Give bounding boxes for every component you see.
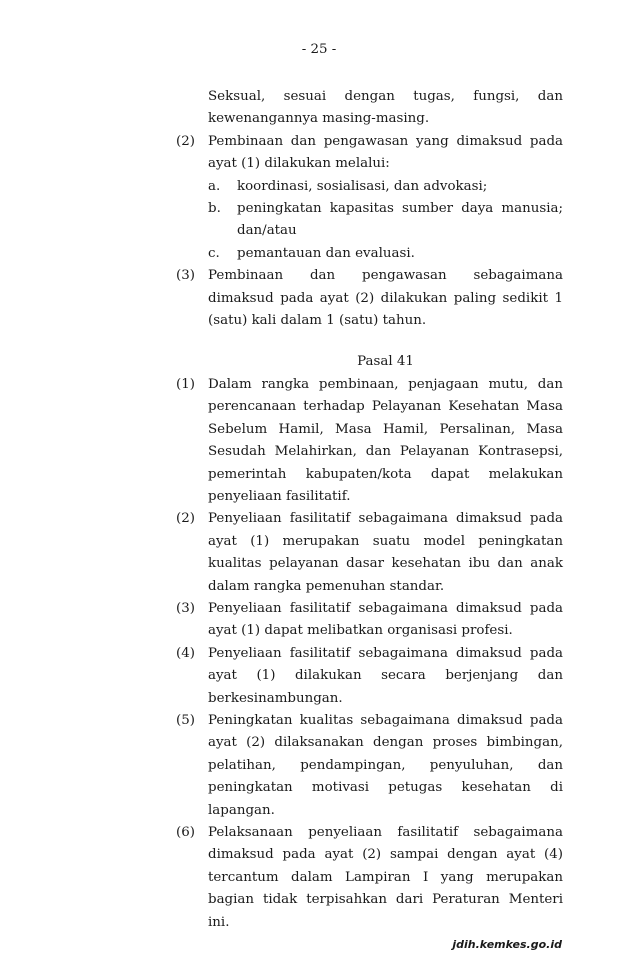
item-text: Penyeliaan fasilitatif sebagaimana dimaksud pada ayat (1) dilakukan secara berjenjang dan berkesinambungan. bbox=[208, 645, 563, 706]
pasal-item-3 bbox=[0, 598, 638, 643]
sub-item-text: peningkatan kapasitas sumber daya manusia; dan/atau bbox=[237, 201, 563, 239]
pasal-item-6 bbox=[0, 822, 638, 934]
item-text: Penyeliaan fasilitatif sebagaimana dimaksud pada ayat (1) merupakan suatu model peningkatan kualitas pelayanan dasar kesehatan ibu dan anak dalam rangka pemenuhan standar. bbox=[208, 511, 563, 594]
item-text: Penyeliaan fasilitatif sebagaimana dimaksud pada ayat (1) dapat melibatkan organisasi profesi. bbox=[208, 600, 563, 639]
prev-item-3 bbox=[0, 265, 638, 332]
pasal-heading: Pasal 41 bbox=[357, 354, 414, 370]
sub-item-b bbox=[0, 198, 638, 243]
item-number: (3) bbox=[176, 268, 195, 284]
item-number: (6) bbox=[176, 825, 195, 840]
sub-item-letter: b. bbox=[208, 201, 221, 217]
item-number: (2) bbox=[176, 133, 195, 149]
item-number: (5) bbox=[176, 712, 195, 728]
sub-item-a bbox=[0, 176, 638, 198]
footer-source: jdih.kemkes.go.id bbox=[452, 938, 562, 951]
item-text: Peningkatan kualitas sebagaimana dimaksud pada ayat (2) dilaksanakan dengan proses bimbingan, pelatihan, pendampingan, penyuluhan, dan peningkatan motivasi petugas kesehatan di lapangan. bbox=[208, 712, 563, 818]
item-text: Pelaksanaan penyeliaan fasilitatif sebagaimana dimaksud pada ayat (2) sampai dengan ayat (4) tercantum dalam Lampiran I yang merupakan bagian tidak terpisahkan dari Peraturan Menteri ini. bbox=[208, 825, 563, 930]
item-text: Dalam rangka pembinaan, penjagaan mutu, dan perencanaan terhadap Pelayanan Kesehatan Masa Sebelum Hamil, Masa Hamil, Persalinan, Masa Sesudah Melahirkan, dan Pelayanan Kontrasepsi, pemerintah kabupaten/kota dapat melakukan penyeliaan fasilitatif. bbox=[208, 376, 563, 504]
item-text: Pembinaan dan pengawasan sebagaimana dimaksud pada ayat (2) dilakukan paling sedikit 1 (satu) kali dalam 1 (satu) tahun. bbox=[208, 268, 563, 329]
item-number: (3) bbox=[176, 600, 195, 616]
sub-item-letter: a. bbox=[208, 178, 221, 194]
pasal-item-5 bbox=[0, 710, 638, 822]
sub-item-text: pemantauan dan evaluasi. bbox=[237, 245, 415, 261]
sub-item-text: koordinasi, sosialisasi, dan advokasi; bbox=[237, 178, 488, 194]
item-number: (4) bbox=[176, 645, 195, 661]
prev-item-2 bbox=[0, 131, 638, 176]
item-number: (1) bbox=[176, 376, 195, 392]
item-number: (2) bbox=[176, 511, 195, 527]
item-text: Pembinaan dan pengawasan yang dimaksud pada ayat (1) dilakukan melalui: bbox=[208, 133, 563, 172]
pasal-item-2 bbox=[0, 508, 638, 598]
pasal-item-1 bbox=[0, 374, 638, 508]
sub-item-c bbox=[0, 243, 638, 265]
document-body bbox=[0, 86, 638, 934]
pasal-item-4 bbox=[0, 643, 638, 710]
continuation-paragraph bbox=[0, 86, 638, 131]
continuation-text: Seksual, sesuai dengan tugas, fungsi, dan kewenangannya masing-masing. bbox=[208, 89, 563, 127]
sub-item-letter: c. bbox=[208, 245, 220, 261]
page-number: - 25 - bbox=[301, 42, 337, 57]
